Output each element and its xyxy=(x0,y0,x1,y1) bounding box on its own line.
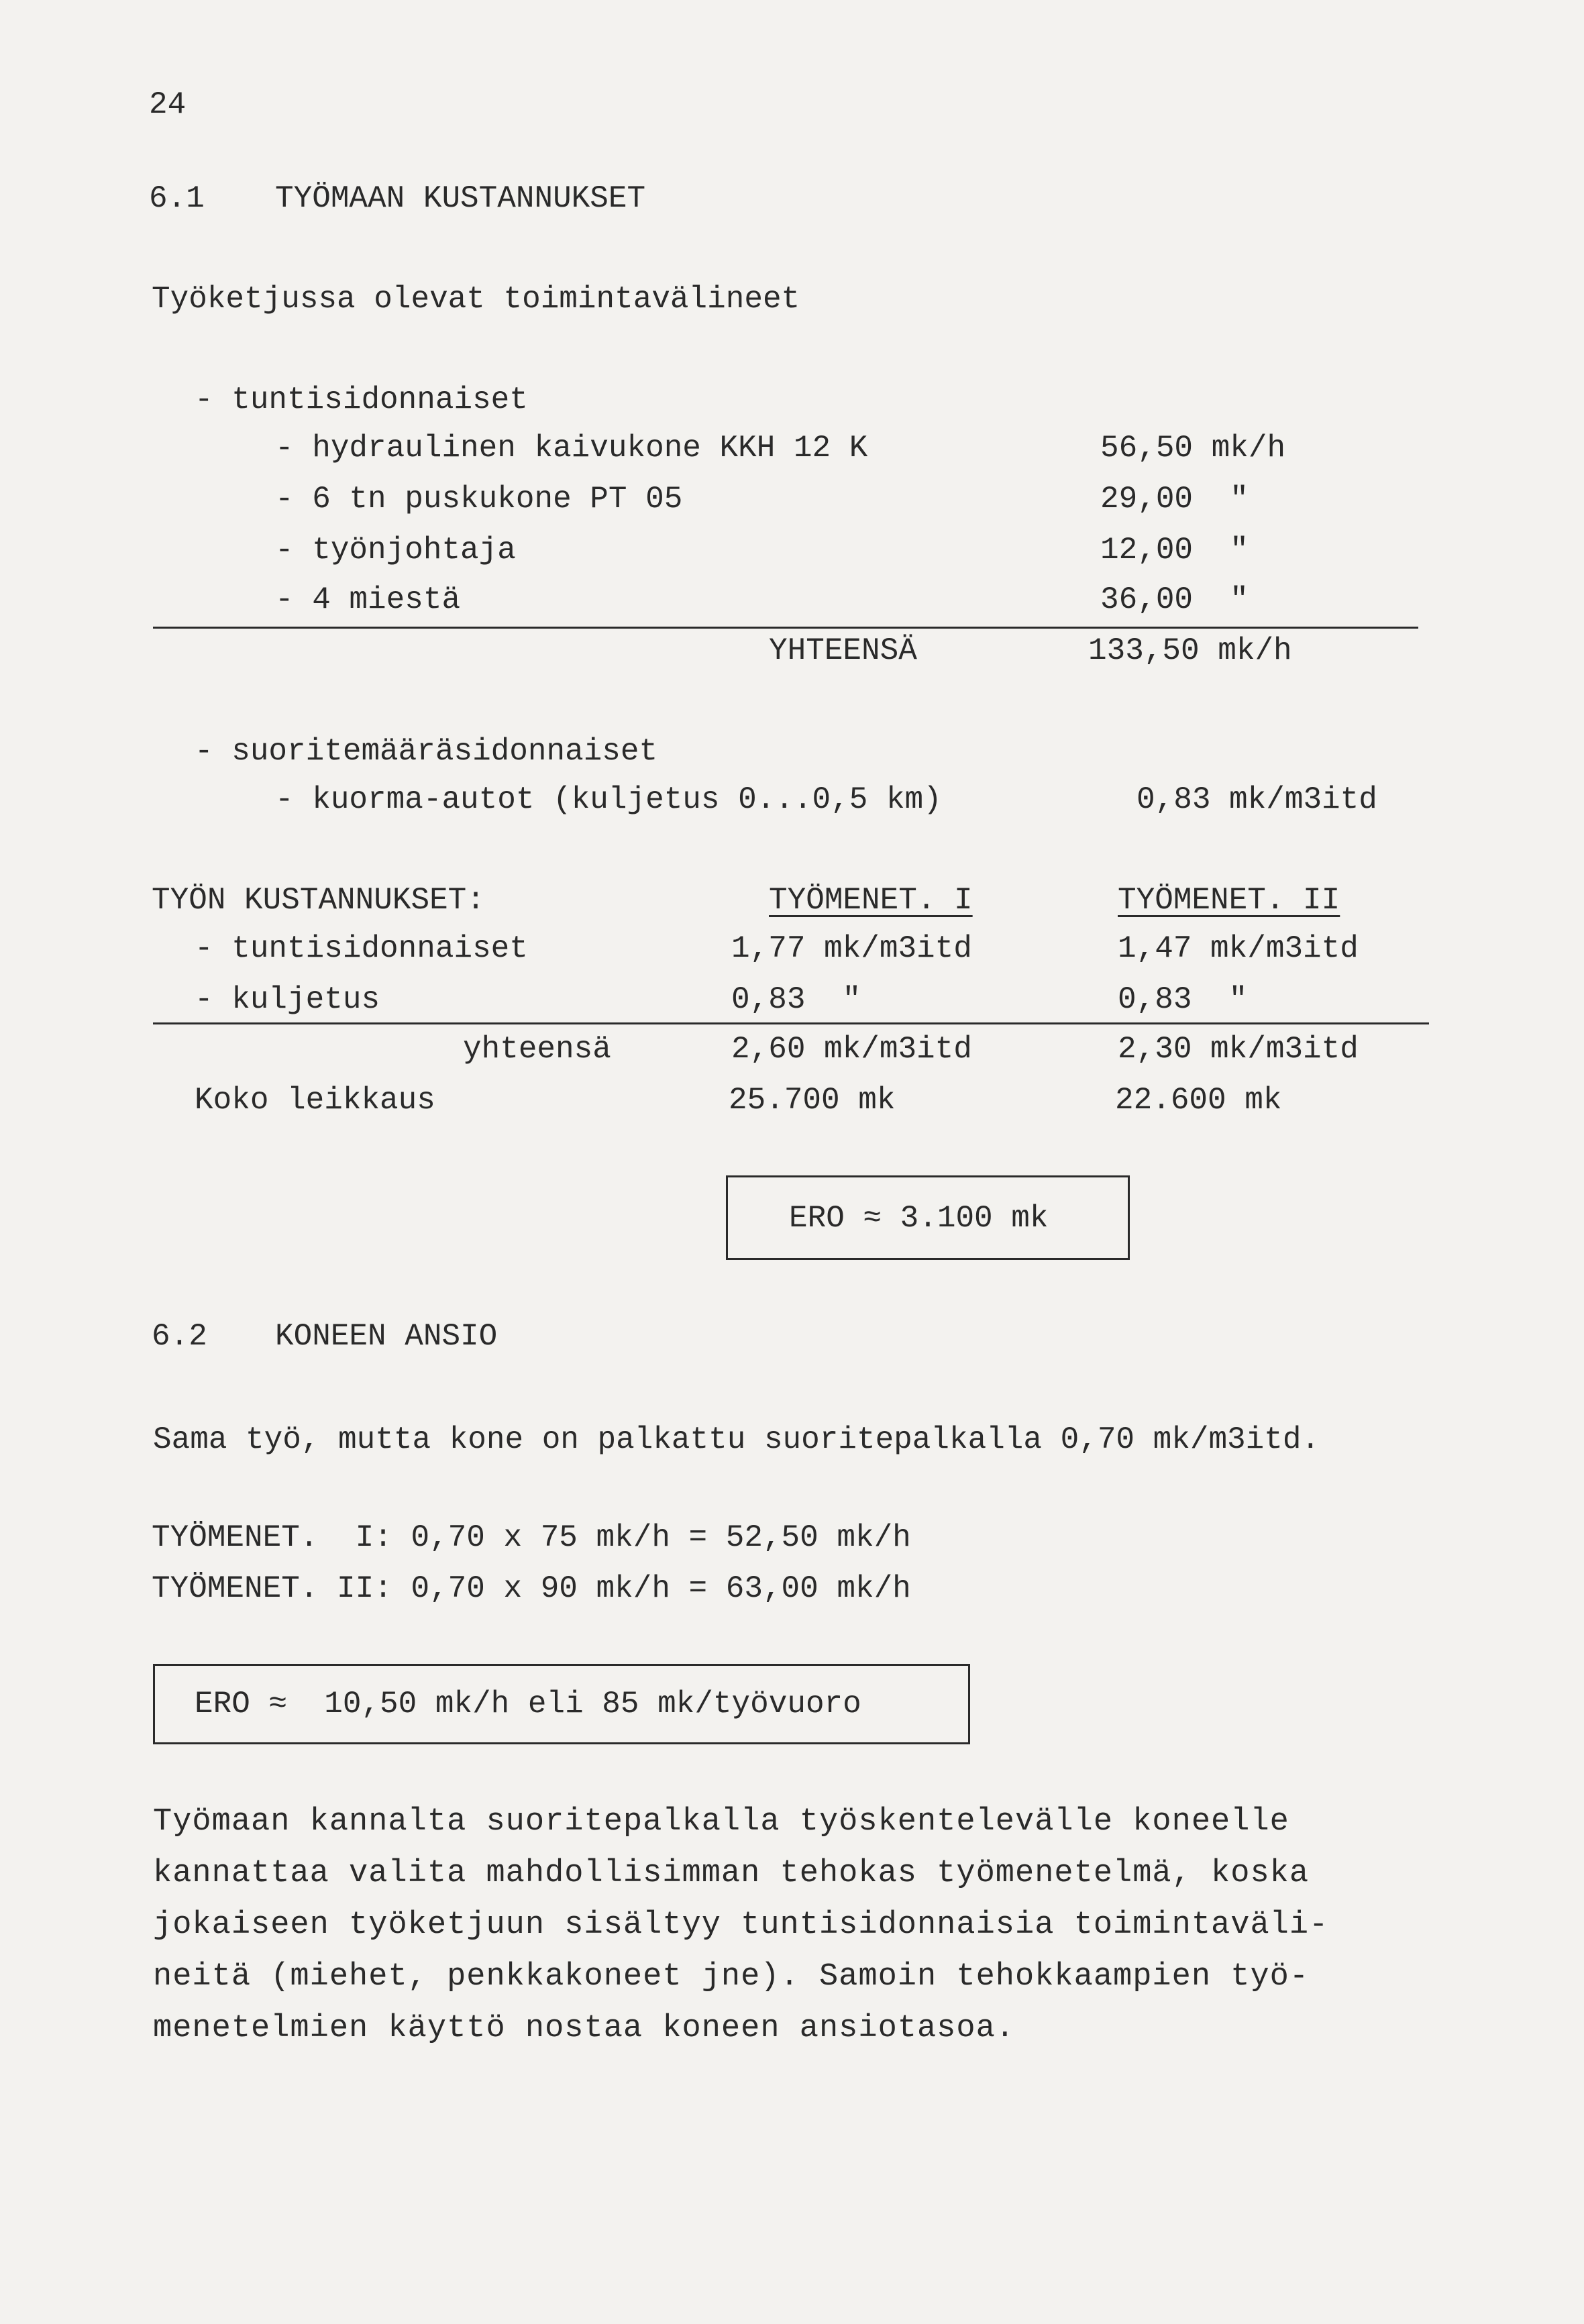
conclusion-line: kannattaa valita mahdollisimman tehokas työmenetelmä, koska xyxy=(153,1856,1310,1891)
conclusion-line: neitä (miehet, penkkakoneet jne). Samoin tehokkaampien työ- xyxy=(153,1959,1310,1995)
hourly-item-value: 12,00 " xyxy=(1100,533,1249,568)
performance-item-value: 0,83 mk/m3itd xyxy=(1137,782,1377,817)
hourly-item-label: - työnjohtaja xyxy=(275,533,516,568)
total-divider xyxy=(153,627,1418,629)
cost-row-label: - tuntisidonnaiset xyxy=(195,931,528,966)
performance-group-label: - suoritemääräsidonnaiset xyxy=(195,734,658,769)
performance-item-label: - kuorma-autot (kuljetus 0...0,5 km) xyxy=(275,782,942,817)
page-number: 24 xyxy=(149,87,187,122)
conclusion-line: Työmaan kannalta suoritepalkalla työskentelevälle koneelle xyxy=(153,1804,1289,1840)
hourly-item-value: 56,50 mk/h xyxy=(1100,431,1286,466)
conclusion-line: jokaiseen työketjuun sisältyy tuntisidonnaisia toimintaväli- xyxy=(153,1907,1329,1943)
hourly-group-label: - tuntisidonnaiset xyxy=(195,382,528,417)
section-6-1-number: 6.1 xyxy=(149,181,205,216)
total-value: 133,50 mk/h xyxy=(1088,633,1292,668)
hourly-item-label: - hydraulinen kaivukone KKH 12 K xyxy=(275,431,868,466)
cost-row-value-2: 0,83 " xyxy=(1118,982,1248,1017)
whole-cut-value-1: 25.700 mk xyxy=(729,1083,896,1118)
hourly-item-label: - 6 tn puskukone PT 05 xyxy=(275,482,683,517)
cost-table-heading: TYÖN KUSTANNUKSET: xyxy=(152,883,485,918)
total-label: YHTEENSÄ xyxy=(769,633,917,668)
machine-earnings-intro: Sama työ, mutta kone on palkattu suoritepalkalla 0,70 mk/m3itd. xyxy=(153,1422,1320,1457)
earnings-calc-method-2: TYÖMENET. II: 0,70 x 90 mk/h = 63,00 mk/h xyxy=(152,1571,911,1606)
difference-text-1: ERO ≈ 3.100 mk xyxy=(789,1201,1049,1236)
whole-cut-value-2: 22.600 mk xyxy=(1115,1083,1282,1118)
cost-row-value-1: 1,77 mk/m3itd xyxy=(731,931,972,966)
earnings-calc-method-1: TYÖMENET. I: 0,70 x 75 mk/h = 52,50 mk/h xyxy=(152,1520,911,1555)
hourly-item-value: 29,00 " xyxy=(1100,482,1249,517)
cost-row-value-1: 0,83 " xyxy=(731,982,861,1017)
section-6-1-title: TYÖMAAN KUSTANNUKSET xyxy=(275,181,646,216)
section-6-2-number: 6.2 xyxy=(152,1319,207,1354)
cost-row-value-2: 1,47 mk/m3itd xyxy=(1118,931,1359,966)
difference-text-2: ERO ≈ 10,50 mk/h eli 85 mk/työvuoro xyxy=(195,1687,861,1722)
whole-cut-label: Koko leikkaus xyxy=(195,1083,435,1118)
section-6-2-title: KONEEN ANSIO xyxy=(275,1319,498,1354)
cost-sum-value-1: 2,60 mk/m3itd xyxy=(731,1032,972,1067)
column-header-method-2: TYÖMENET. II xyxy=(1118,883,1340,918)
cost-sum-value-2: 2,30 mk/m3itd xyxy=(1118,1032,1359,1067)
conclusion-line: menetelmien käyttö nostaa koneen ansiotasoa. xyxy=(153,2011,1016,2046)
equipment-intro: Työketjussa olevat toimintavälineet xyxy=(152,282,800,317)
hourly-item-value: 36,00 " xyxy=(1100,582,1249,617)
column-header-method-1: TYÖMENET. I xyxy=(769,883,973,918)
cost-row-label: - kuljetus xyxy=(195,982,380,1017)
hourly-item-label: - 4 miestä xyxy=(275,582,461,617)
cost-sum-label: yhteensä xyxy=(463,1032,611,1067)
cost-sum-divider xyxy=(153,1022,1429,1024)
